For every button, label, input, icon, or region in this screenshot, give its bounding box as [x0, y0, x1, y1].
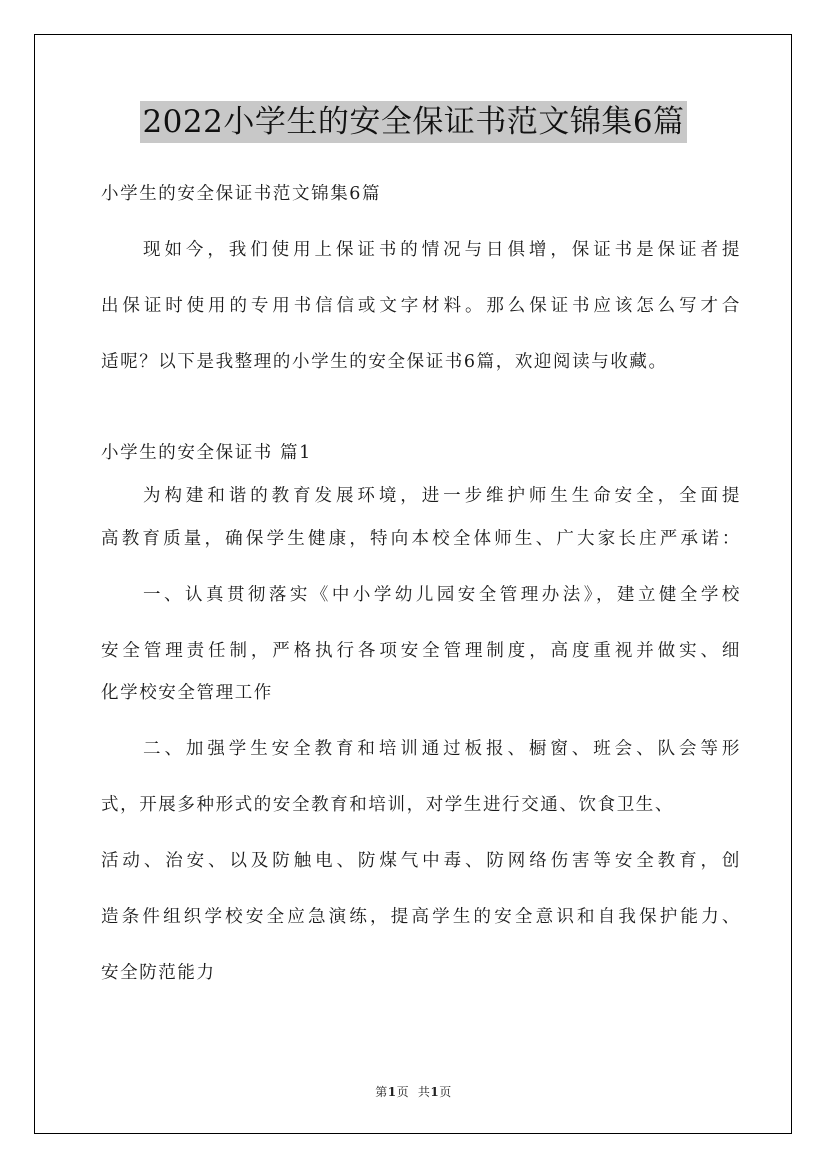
document-title: 2022小学生的安全保证书范文锦集6篇 [140, 101, 686, 143]
para3-line-4: 造条件组织学校安全应急演练，提高学生的安全意识和自我保护能力、 [101, 907, 741, 927]
footer-page-prefix: 第 [375, 1085, 388, 1099]
intro-line-1: 现如今，我们使用上保证书的情况与日俱增，保证书是保证者提 [143, 240, 741, 260]
footer-total-prefix: 共 [417, 1085, 431, 1099]
para2-line-2: 安全管理责任制，严格执行各项安全管理制度，高度重视并做实、细 [101, 641, 741, 661]
intro-line-3: 适呢？以下是我整理的小学生的安全保证书6篇，欢迎阅读与收藏。 [101, 352, 668, 372]
para3-line-1: 二、加强学生安全教育和培训通过板报、橱窗、班会、队会等形 [143, 739, 741, 759]
section-heading: 小学生的安全保证书 篇1 [101, 443, 312, 463]
para2-line-1: 一、认真贯彻落实《中小学幼儿园安全管理办法》，建立健全学校 [143, 585, 741, 605]
page-footer [0, 1083, 827, 1100]
document-body [101, 176, 741, 991]
footer-page-number: 1 [387, 1085, 397, 1099]
para3-line-5: 安全防范能力 [101, 963, 216, 983]
para1-line-1: 为构建和谐的教育发展环境，进一步维护师生生命安全，全面提 [143, 486, 741, 506]
document-subtitle: 小学生的安全保证书范文锦集6篇 [101, 184, 382, 204]
para2-line-3: 化学校安全管理工作 [101, 683, 273, 703]
footer-total-number: 1 [430, 1085, 440, 1099]
footer-page-suffix: 页 [396, 1085, 410, 1099]
para3-line-3: 活动、治安、以及防触电、防煤气中毒、防网络伤害等安全教育，创 [101, 851, 741, 871]
intro-line-2: 出保证时使用的专用书信信或文字材料。那么保证书应该怎么写才合 [101, 296, 741, 316]
para3-line-2: 式，开展多种形式的安全教育和培训，对学生进行交通、饮食卫生、 [101, 795, 674, 815]
footer-total-suffix: 页 [439, 1085, 452, 1099]
para1-line-2: 高教育质量，确保学生健康，特向本校全体师生、广大家长庄严承诺： [101, 529, 741, 549]
title-block [0, 101, 827, 143]
